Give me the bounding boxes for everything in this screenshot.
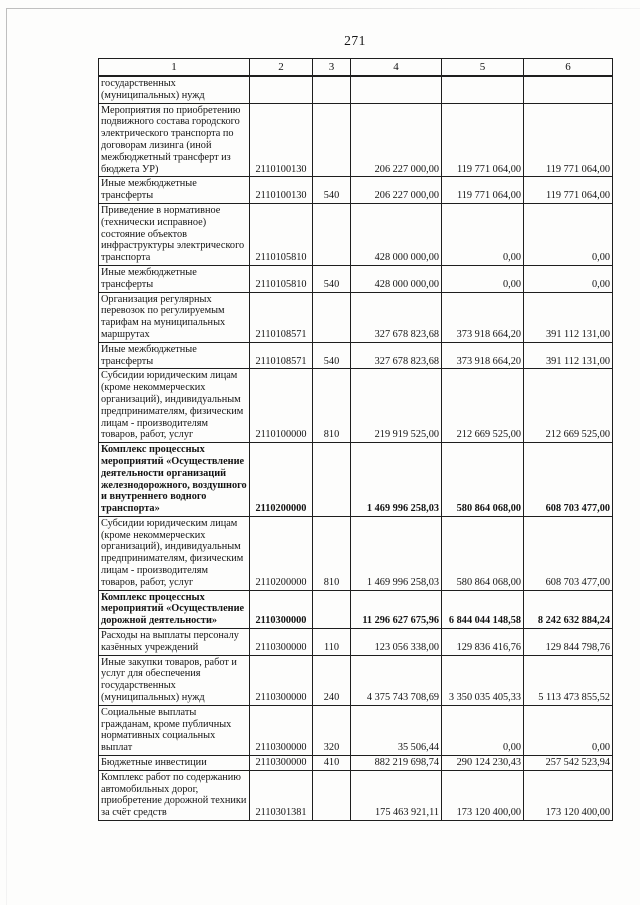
amount-cell-year2: 580 864 068,00	[442, 443, 524, 517]
table-row	[99, 443, 613, 517]
amount-cell-year3: 119 771 064,00	[524, 177, 613, 204]
amount-cell-year2	[442, 76, 524, 103]
amount-cell-year3: 5 113 473 855,52	[524, 655, 613, 705]
row-label: Расходы на выплаты персоналу казённых учреждений	[99, 629, 250, 656]
amount-cell-year3: 0,00	[524, 705, 613, 755]
code-cell: 2110300000	[250, 590, 313, 628]
table-row	[99, 590, 613, 628]
amount-cell-year2: 0,00	[442, 705, 524, 755]
row-label: Субсидии юридическим лицам (кроме некоммерческих организаций), индивидуальным предпринимателям, физическим лицам - производителям товаров, работ, услуг	[99, 369, 250, 443]
row-label: Приведение в нормативное (технически исправное) состояние объектов инфраструктуры электрического транспорта	[99, 203, 250, 265]
expense-type-cell: 540	[313, 342, 351, 369]
code-cell: 2110301381	[250, 770, 313, 820]
row-label: Субсидии юридическим лицам (кроме некоммерческих организаций), индивидуальным предпринимателям, физическим лицам - производителям товаров, работ, услуг	[99, 516, 250, 590]
amount-cell-year1: 327 678 823,68	[351, 292, 442, 342]
table-row	[99, 516, 613, 590]
table-row	[99, 265, 613, 292]
row-label: Социальные выплаты гражданам, кроме публичных нормативных социальных выплат	[99, 705, 250, 755]
column-header-4: 4	[351, 59, 442, 77]
expense-type-cell: 810	[313, 516, 351, 590]
amount-cell-year1: 35 506,44	[351, 705, 442, 755]
amount-cell-year2: 0,00	[442, 265, 524, 292]
amount-cell-year3: 391 112 131,00	[524, 292, 613, 342]
row-label: Мероприятия по приобретению подвижного состава городского электрического транспорта по договорам лизинга (иной межбюджетный трансферт из бюджета УР)	[99, 103, 250, 177]
amount-cell-year1: 327 678 823,68	[351, 342, 442, 369]
amount-cell-year2: 0,00	[442, 203, 524, 265]
amount-cell-year3: 608 703 477,00	[524, 516, 613, 590]
code-cell: 2110105810	[250, 265, 313, 292]
amount-cell-year3: 119 771 064,00	[524, 103, 613, 177]
code-cell: 2110100130	[250, 103, 313, 177]
expense-type-cell	[313, 590, 351, 628]
expense-type-cell: 810	[313, 369, 351, 443]
code-cell: 2110200000	[250, 516, 313, 590]
amount-cell-year1	[351, 76, 442, 103]
amount-cell-year3: 212 669 525,00	[524, 369, 613, 443]
row-label: Бюджетные инвестиции	[99, 756, 250, 771]
amount-cell-year3: 257 542 523,94	[524, 756, 613, 771]
table-row	[99, 705, 613, 755]
amount-cell-year1: 882 219 698,74	[351, 756, 442, 771]
row-label: Комплекс процессных мероприятий «Осуществление дорожной деятельности»	[99, 590, 250, 628]
amount-cell-year2: 373 918 664,20	[442, 342, 524, 369]
code-cell: 2110300000	[250, 756, 313, 771]
amount-cell-year2: 580 864 068,00	[442, 516, 524, 590]
expense-type-cell	[313, 770, 351, 820]
amount-cell-year1: 1 469 996 258,03	[351, 516, 442, 590]
amount-cell-year2: 173 120 400,00	[442, 770, 524, 820]
expense-type-cell: 240	[313, 655, 351, 705]
amount-cell-year2: 119 771 064,00	[442, 177, 524, 204]
code-cell: 2110300000	[250, 629, 313, 656]
code-cell: 2110105810	[250, 203, 313, 265]
code-cell: 2110200000	[250, 443, 313, 517]
amount-cell-year1: 1 469 996 258,03	[351, 443, 442, 517]
amount-cell-year2: 3 350 035 405,33	[442, 655, 524, 705]
amount-cell-year3: 391 112 131,00	[524, 342, 613, 369]
amount-cell-year1: 123 056 338,00	[351, 629, 442, 656]
code-cell	[250, 76, 313, 103]
table-row	[99, 770, 613, 820]
expense-type-cell: 320	[313, 705, 351, 755]
row-label: Комплекс работ по содержанию автомобильных дорог, приобретение дорожной техники за счёт средств	[99, 770, 250, 820]
page-number: 271	[344, 33, 366, 48]
amount-cell-year2: 212 669 525,00	[442, 369, 524, 443]
scan-edge-left	[6, 8, 7, 905]
table-row	[99, 203, 613, 265]
table-row	[99, 177, 613, 204]
row-label: государственных (муниципальных) нужд	[99, 76, 250, 103]
code-cell: 2110300000	[250, 705, 313, 755]
row-label: Иные межбюджетные трансферты	[99, 342, 250, 369]
budget-table	[98, 58, 613, 821]
table-row	[99, 76, 613, 103]
amount-cell-year3	[524, 76, 613, 103]
expense-type-cell	[313, 292, 351, 342]
column-header-1: 1	[99, 59, 250, 77]
column-header-3: 3	[313, 59, 351, 77]
expense-type-cell	[313, 203, 351, 265]
amount-cell-year1: 206 227 000,00	[351, 177, 442, 204]
scan-edge-top	[6, 8, 640, 9]
code-cell: 2110300000	[250, 655, 313, 705]
column-header-6: 6	[524, 59, 613, 77]
expense-type-cell: 540	[313, 177, 351, 204]
amount-cell-year3: 608 703 477,00	[524, 443, 613, 517]
amount-cell-year3: 8 242 632 884,24	[524, 590, 613, 628]
column-header-5: 5	[442, 59, 524, 77]
amount-cell-year3: 173 120 400,00	[524, 770, 613, 820]
amount-cell-year1: 11 296 627 675,96	[351, 590, 442, 628]
amount-cell-year1: 175 463 921,11	[351, 770, 442, 820]
expense-type-cell	[313, 103, 351, 177]
row-label: Иные закупки товаров, работ и услуг для обеспечения государственных (муниципальных) нужд	[99, 655, 250, 705]
expense-type-cell	[313, 443, 351, 517]
amount-cell-year2: 6 844 044 148,58	[442, 590, 524, 628]
amount-cell-year1: 206 227 000,00	[351, 103, 442, 177]
table-row	[99, 292, 613, 342]
table-row	[99, 103, 613, 177]
amount-cell-year1: 4 375 743 708,69	[351, 655, 442, 705]
code-cell: 2110100000	[250, 369, 313, 443]
table-row	[99, 629, 613, 656]
table-header-row	[99, 59, 613, 77]
amount-cell-year1: 428 000 000,00	[351, 265, 442, 292]
amount-cell-year3: 129 844 798,76	[524, 629, 613, 656]
expense-type-cell: 410	[313, 756, 351, 771]
table-row	[99, 756, 613, 771]
amount-cell-year3: 0,00	[524, 203, 613, 265]
amount-cell-year2: 373 918 664,20	[442, 292, 524, 342]
table-row	[99, 655, 613, 705]
table-body	[99, 76, 613, 821]
amount-cell-year2: 129 836 416,76	[442, 629, 524, 656]
expense-type-cell	[313, 76, 351, 103]
row-label: Комплекс процессных мероприятий «Осуществление деятельности организаций железнодорожного, воздушного и внутреннего водного транспорта»	[99, 443, 250, 517]
expense-type-cell: 110	[313, 629, 351, 656]
amount-cell-year1: 219 919 525,00	[351, 369, 442, 443]
amount-cell-year1: 428 000 000,00	[351, 203, 442, 265]
code-cell: 2110108571	[250, 292, 313, 342]
expense-type-cell: 540	[313, 265, 351, 292]
table-row	[99, 342, 613, 369]
amount-cell-year2: 119 771 064,00	[442, 103, 524, 177]
column-header-2: 2	[250, 59, 313, 77]
amount-cell-year2: 290 124 230,43	[442, 756, 524, 771]
code-cell: 2110100130	[250, 177, 313, 204]
table-row	[99, 369, 613, 443]
row-label: Организация регулярных перевозок по регулируемым тарифам на муниципальных маршрутах	[99, 292, 250, 342]
row-label: Иные межбюджетные трансферты	[99, 177, 250, 204]
row-label: Иные межбюджетные трансферты	[99, 265, 250, 292]
amount-cell-year3: 0,00	[524, 265, 613, 292]
code-cell: 2110108571	[250, 342, 313, 369]
